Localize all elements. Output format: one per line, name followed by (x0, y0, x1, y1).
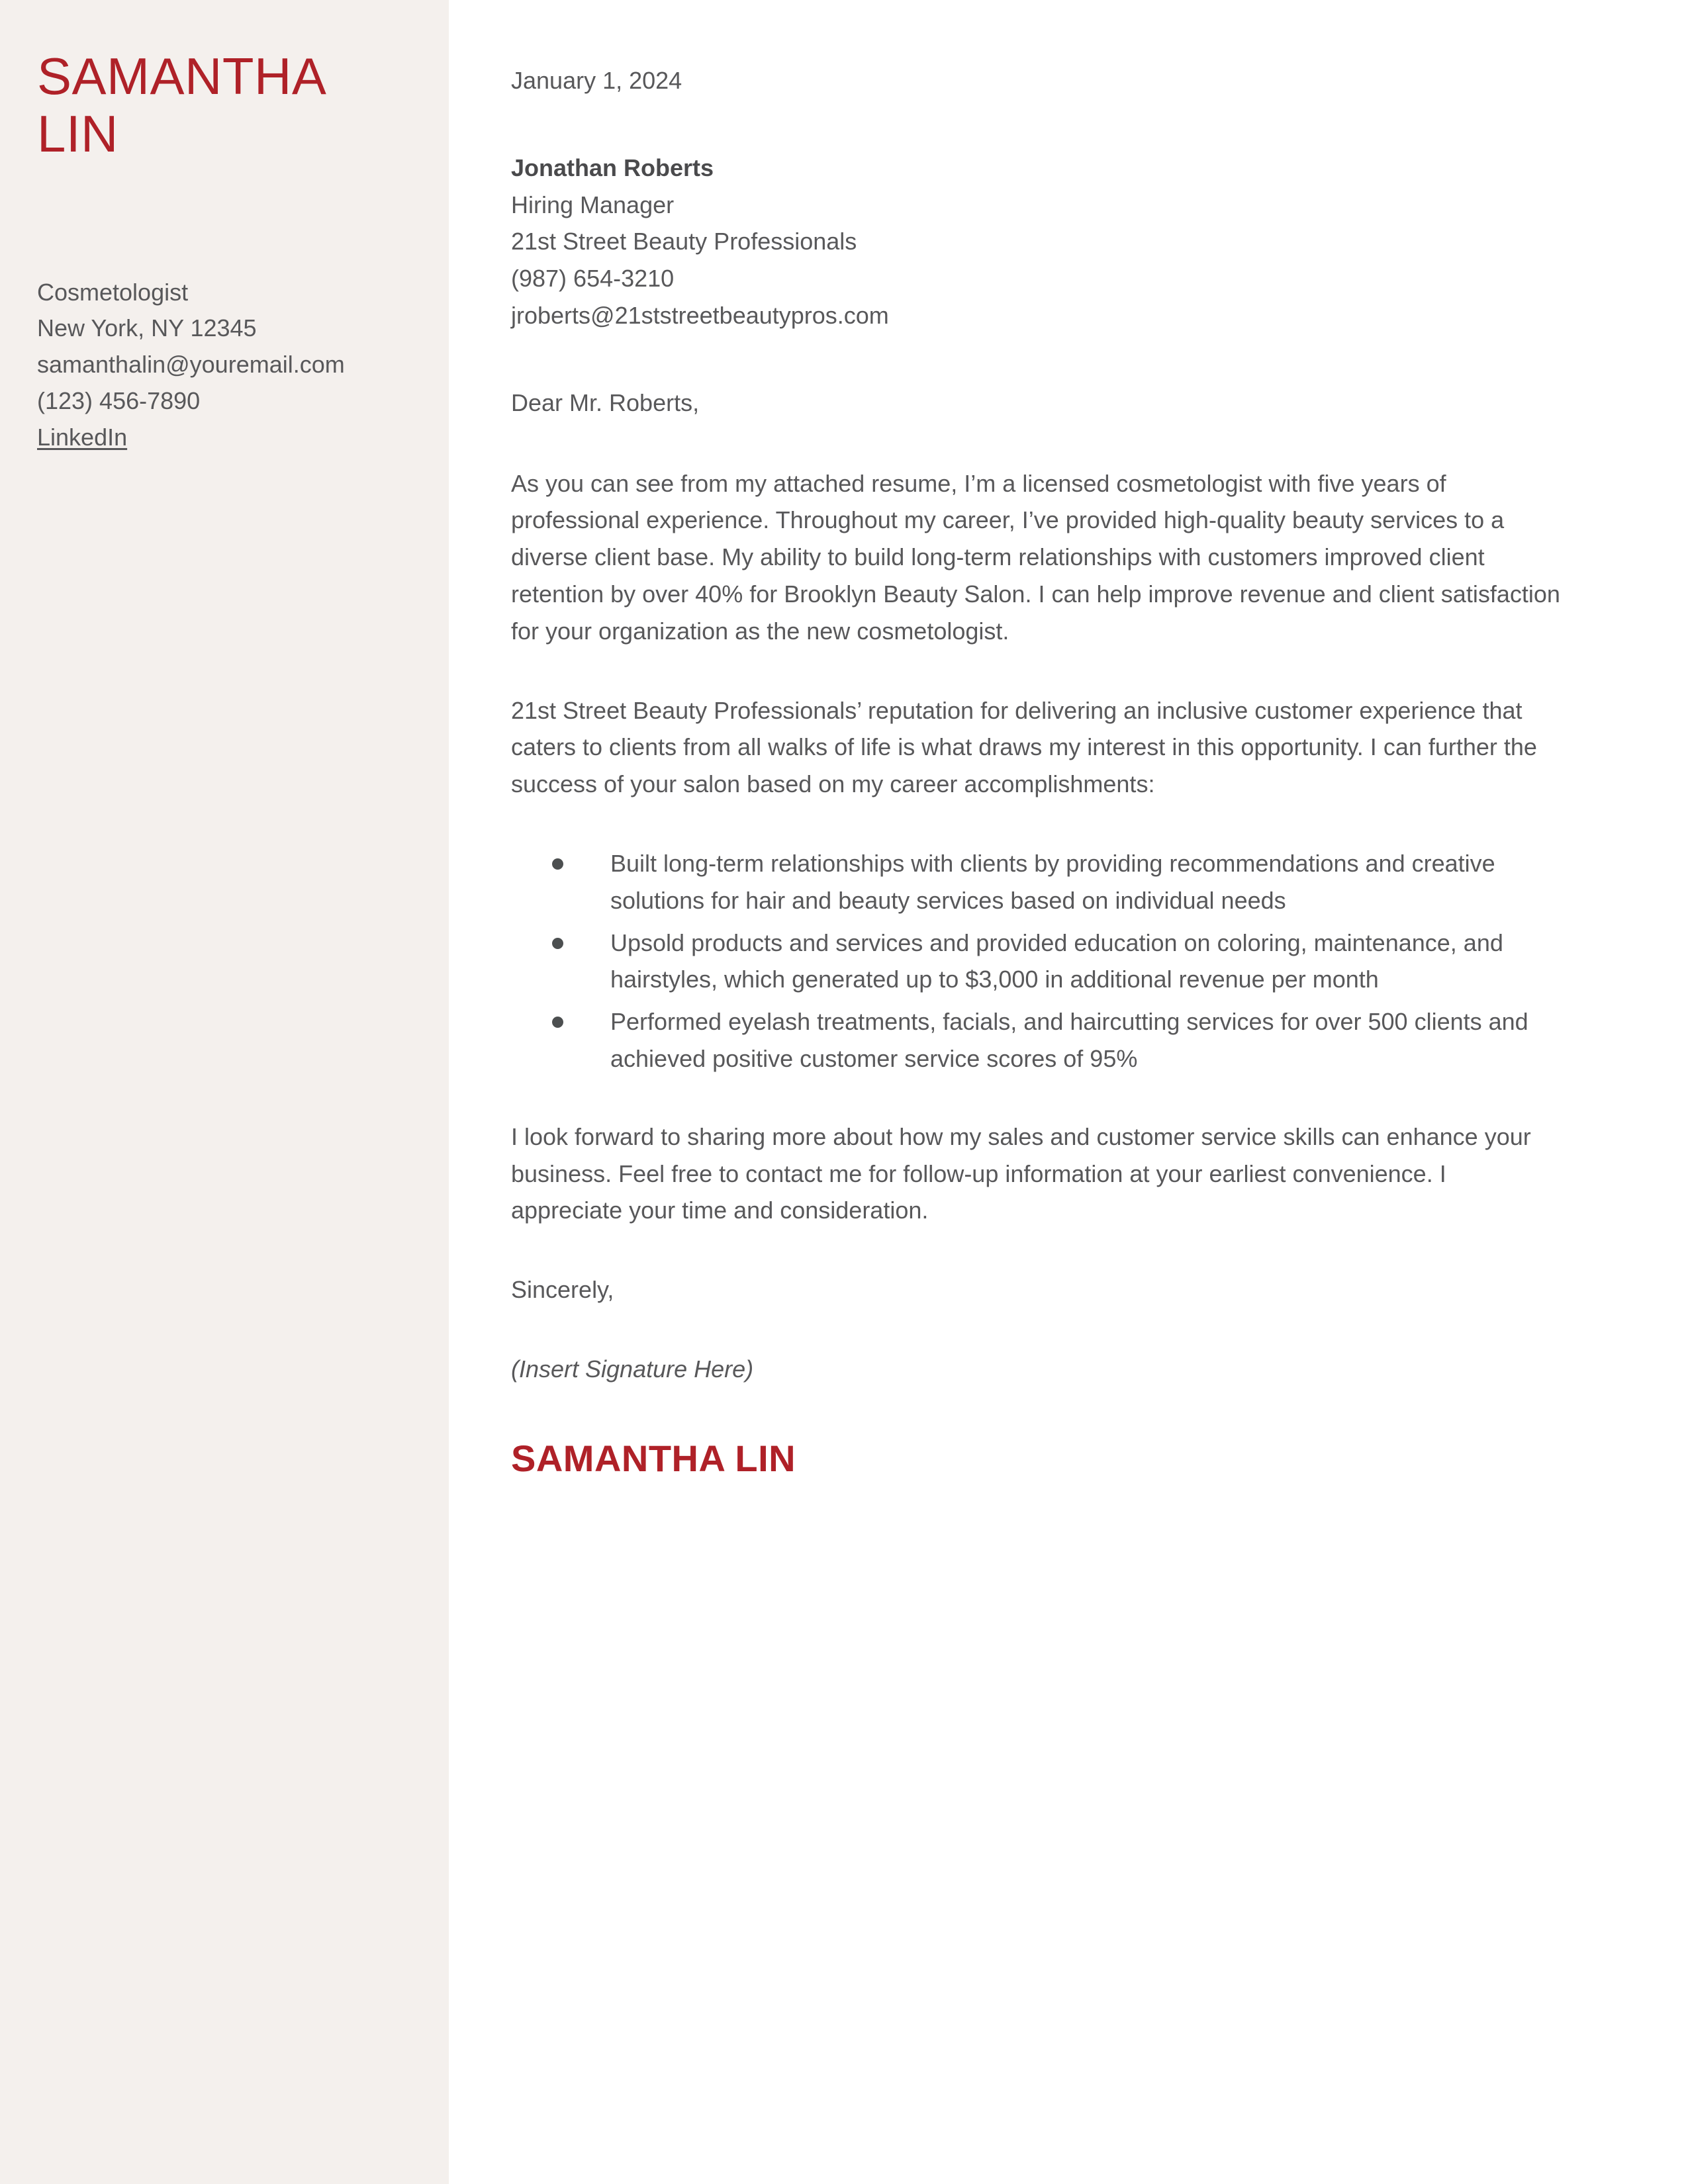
letter-paragraph-2: 21st Street Beauty Professionals’ reputation for delivering an inclusive customer experience that caters to clients from all walks of life is what draws my interest in this opportunity. I can further the success of your salon based on my career accomplishments: (511, 696, 1537, 798)
accomplishments-list (511, 845, 1544, 1077)
candidate-name-line-1: SAMANTHA (37, 47, 327, 105)
candidate-job-title: Cosmetologist (37, 278, 189, 306)
candidate-name-line-2: LIN (37, 105, 118, 163)
recipient-title: Hiring Manager (511, 191, 675, 218)
list-item-text: Performed eyelash treatments, facials, and haircutting services for over 500 clients and achieved positive customer service scores of 95% (610, 1008, 1528, 1072)
list-item (511, 925, 1544, 999)
candidate-email[interactable]: samanthalin@youremail.com (37, 351, 345, 379)
bullet-dot-icon (552, 1017, 563, 1028)
list-item (511, 845, 1544, 919)
candidate-location: New York, NY 12345 (37, 314, 257, 342)
recipient-phone: (987) 654-3210 (511, 265, 675, 293)
bullet-dot-icon (552, 938, 563, 949)
candidate-phone: (123) 456-7890 (37, 387, 201, 414)
bullet-dot-icon (552, 858, 563, 870)
letter-closing: Sincerely, (511, 1276, 614, 1304)
letter-paragraph-3: I look forward to sharing more about how my sales and customer service skills can enhance your business. Feel free to contact me for follow-up information at your earliest convenience. I appreciate your time and consideration. (511, 1122, 1531, 1224)
list-item-text: Upsold products and services and provided education on coloring, maintenance, and hairstyles, which generated up to $3,000 in additional revenue per month (610, 929, 1503, 993)
letter-body (449, 0, 1688, 2184)
candidate-linkedin-link-wrapper (37, 420, 412, 456)
letter-paragraph-1: As you can see from my attached resume, I’m a licensed cosmetologist with five years of professional experience. Throughout my career, I’ve provided high-quality beauty services to a diverse client base. My ability to build long-term relationships with customers improved client retention by over 40% for Brooklyn Beauty Salon. I can help improve revenue and client satisfaction for your organization as the new cosmetologist. (511, 469, 1560, 645)
recipient-email[interactable]: jroberts@21ststreetbeautypros.com (511, 301, 889, 329)
letter-salutation: Dear Mr. Roberts, (511, 388, 700, 416)
signature-name: SAMANTHA LIN (511, 1437, 796, 1479)
letter-date: January 1, 2024 (511, 67, 682, 94)
signature-placeholder: (Insert Signature Here) (511, 1355, 754, 1383)
sidebar (0, 0, 449, 2184)
candidate-name-heading (37, 48, 412, 163)
list-item (511, 1003, 1544, 1077)
recipient-block (511, 150, 1603, 334)
recipient-name: Jonathan Roberts (511, 154, 714, 181)
candidate-contact-block (37, 275, 412, 456)
candidate-linkedin-link[interactable]: LinkedIn (37, 423, 128, 451)
recipient-company: 21st Street Beauty Professionals (511, 228, 857, 255)
list-item-text: Built long-term relationships with clients by providing recommendations and creative solutions for hair and beauty services based on individual needs (610, 849, 1495, 914)
